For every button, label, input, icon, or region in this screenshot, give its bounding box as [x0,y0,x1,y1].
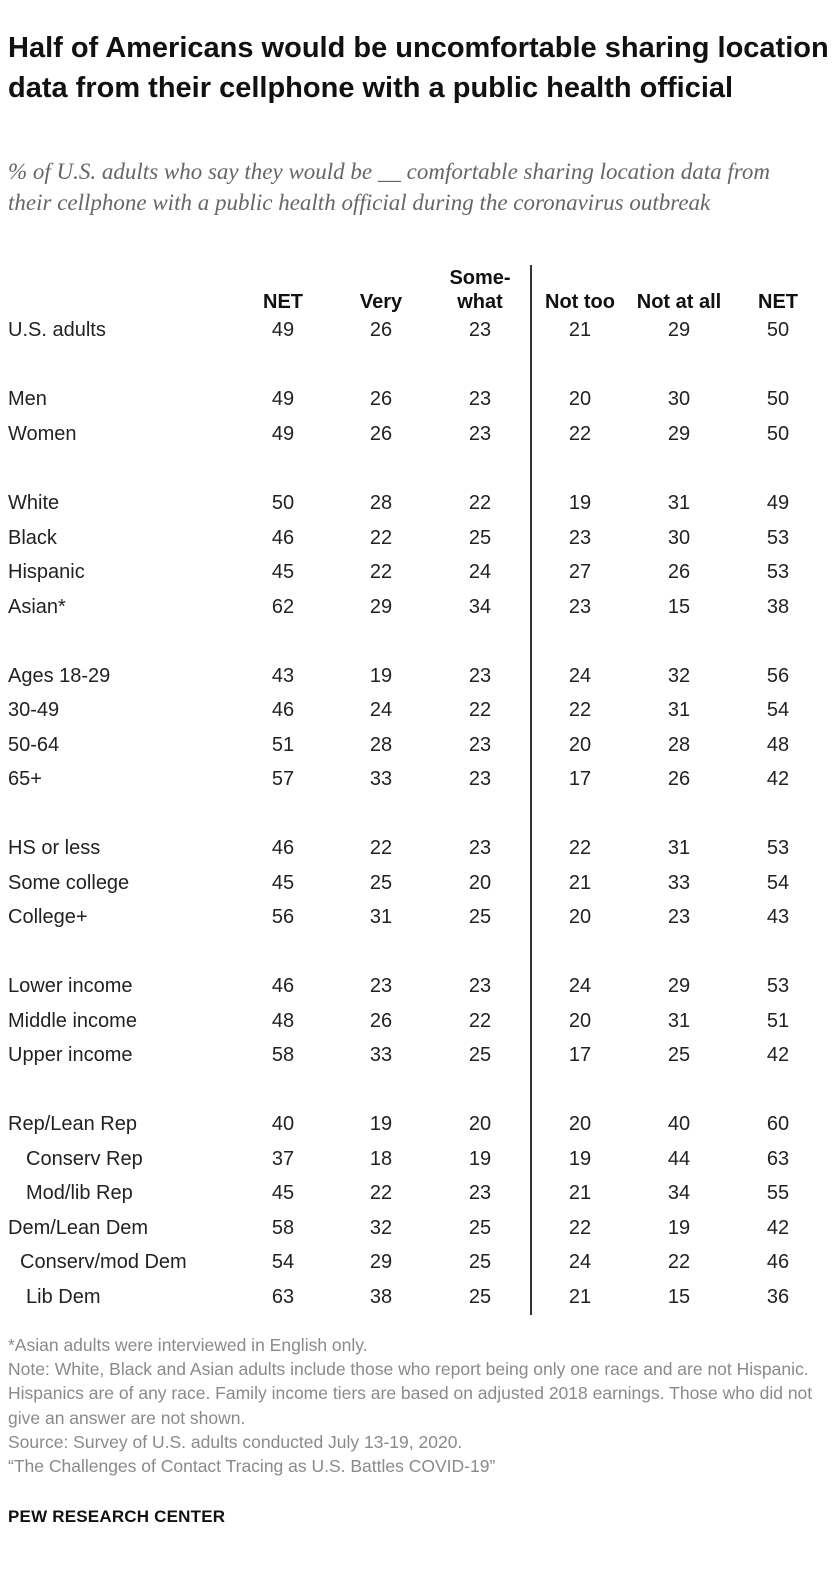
table-cell: 60 [766,1113,790,1135]
table-cell: 23 [369,975,393,997]
table-cell: 43 [766,906,790,928]
column-header-5 [723,290,833,314]
row-label: U.S. adults [8,319,106,341]
table-cell: 26 [667,768,691,790]
table-cell: 28 [667,734,691,756]
table-cell: 24 [468,561,492,583]
table-cell: 33 [369,1044,393,1066]
table-cell: 25 [667,1044,691,1066]
table-cell: 33 [369,768,393,790]
table-cell: 29 [667,975,691,997]
table-cell: 22 [568,1217,592,1239]
table-cell: 25 [468,1217,492,1239]
table-cell: 46 [271,837,295,859]
table-cell: 23 [568,596,592,618]
table-cell: 63 [766,1148,790,1170]
table-cell: 44 [667,1148,691,1170]
table-cell: 21 [568,319,592,341]
table-cell: 37 [271,1148,295,1170]
row-label: College+ [8,906,88,928]
table-cell: 50 [766,423,790,445]
table-cell: 54 [766,872,790,894]
table-cell: 53 [766,975,790,997]
row-label: Dem/Lean Dem [8,1217,149,1239]
table-cell: 42 [766,1044,790,1066]
table-cell: 24 [568,665,592,687]
row-label: Middle income [8,1010,137,1032]
row-label: Conserv Rep [26,1148,143,1170]
row-label: 50-64 [8,734,60,756]
row-label: Black [8,527,57,549]
table-cell: 25 [468,527,492,549]
table-cell: 20 [568,388,592,410]
table-cell: 17 [568,1044,592,1066]
column-header-2 [425,266,535,314]
row-label: Hispanic [8,561,85,583]
table-cell: 19 [568,492,592,514]
row-label: Ages 18-29 [8,665,111,687]
table-cell: 31 [667,492,691,514]
table-cell: 46 [271,699,295,721]
table-cell: 23 [468,388,492,410]
table-cell: 40 [271,1113,295,1135]
table-cell: 49 [271,319,295,341]
table-cell: 49 [271,423,295,445]
table-cell: 28 [369,734,393,756]
row-label: 65+ [8,768,42,790]
table-cell: 29 [369,1251,393,1273]
table-cell: 29 [369,596,393,618]
table-cell: 22 [468,699,492,721]
table-cell: 50 [271,492,295,514]
column-header-0 [228,290,338,314]
table-cell: 22 [369,561,393,583]
column-header-label-2: what [457,291,503,313]
table-cell: 51 [271,734,295,756]
table-cell: 23 [468,837,492,859]
table-cell: 23 [667,906,691,928]
table-cell: 54 [766,699,790,721]
table-cell: 43 [271,665,295,687]
table-cell: 53 [766,527,790,549]
table-cell: 21 [568,872,592,894]
table-cell: 15 [667,596,691,618]
table-cell: 31 [369,906,393,928]
notes-block [8,1333,823,1478]
table-cell: 26 [369,319,393,341]
column-header-1 [326,290,436,314]
table-cell: 25 [468,1286,492,1308]
table-cell: 49 [766,492,790,514]
table-cell: 23 [468,665,492,687]
table-cell: 31 [667,837,691,859]
row-label: Women [8,423,77,445]
table-cell: 18 [369,1148,393,1170]
table-cell: 20 [568,906,592,928]
table-cell: 38 [369,1286,393,1308]
table-cell: 48 [766,734,790,756]
table-cell: 34 [667,1182,691,1204]
table-cell: 23 [468,768,492,790]
table-cell: 53 [766,837,790,859]
table-cell: 50 [766,388,790,410]
table-cell: 32 [369,1217,393,1239]
table-cell: 29 [667,319,691,341]
table-cell: 20 [468,1113,492,1135]
column-header-label-1: Very [359,291,403,313]
table-cell: 46 [271,527,295,549]
table-cell: 15 [667,1286,691,1308]
table-cell: 20 [568,734,592,756]
table-cell: 23 [468,975,492,997]
table-cell: 30 [667,388,691,410]
row-label: Lib Dem [26,1286,101,1308]
column-header-label-3: Not too [545,291,615,313]
table-cell: 33 [667,872,691,894]
table-cell: 26 [667,561,691,583]
table-cell: 27 [568,561,592,583]
table-cell: 24 [568,975,592,997]
table-cell: 34 [468,596,492,618]
table-cell: 24 [369,699,393,721]
table-cell: 25 [468,1251,492,1273]
table-cell: 45 [271,872,295,894]
table-cell: 23 [468,1182,492,1204]
table-cell: 19 [667,1217,691,1239]
table-cell: 21 [568,1182,592,1204]
table-cell: 25 [369,872,393,894]
column-header-3 [525,290,635,314]
table-cell: 22 [568,423,592,445]
table-cell: 63 [271,1286,295,1308]
column-header-4 [624,290,734,314]
table-cell: 22 [369,1182,393,1204]
table-cell: 22 [568,837,592,859]
table-cell: 58 [271,1217,295,1239]
table-cell: 36 [766,1286,790,1308]
row-label: White [8,492,60,514]
table-cell: 56 [271,906,295,928]
table-cell: 55 [766,1182,790,1204]
note-text: Note: White, Black and Asian adults include those who report being only one race and are not Hispanic. Hispanics are of any race. Family income tiers are based on adjusted 2018 earnings. Those who did not give an answer are not shown. [8,1359,813,1428]
source-text: Source: Survey of U.S. adults conducted July 13-19, 2020. [8,1431,463,1452]
row-label: 30-49 [8,699,60,721]
column-header-top-2: Some- [449,267,511,289]
table-cell: 54 [271,1251,295,1273]
row-label: Upper income [8,1044,133,1066]
table-cell: 19 [468,1148,492,1170]
table-cell: 20 [468,872,492,894]
row-label: Men [8,388,47,410]
chart-subtitle: % of U.S. adults who say they would be __ comfortable sharing location data from their cellphone with a public health official during the coronavirus outbreak [8,159,770,215]
table-cell: 22 [369,527,393,549]
table-cell: 22 [369,837,393,859]
table-cell: 23 [468,734,492,756]
table-cell: 20 [568,1010,592,1032]
row-label: Asian* [8,596,66,618]
table-cell: 19 [568,1148,592,1170]
table-cell: 30 [667,527,691,549]
table-cell: 25 [468,1044,492,1066]
table-cell: 25 [468,906,492,928]
table-cell: 23 [468,423,492,445]
table-cell: 46 [766,1251,790,1273]
table-cell: 22 [667,1251,691,1273]
table-cell: 42 [766,768,790,790]
table-cell: 45 [271,561,295,583]
table-cell: 62 [271,596,295,618]
table-cell: 20 [568,1113,592,1135]
row-label: Rep/Lean Rep [8,1113,137,1135]
table-cell: 19 [369,1113,393,1135]
table-cell: 58 [271,1044,295,1066]
table-cell: 19 [369,665,393,687]
row-label: Some college [8,872,130,894]
table-cell: 57 [271,768,295,790]
chart-title: Half of Americans would be uncomfortable sharing location data from their cellphone with a public health official [8,32,829,104]
table-cell: 48 [271,1010,295,1032]
column-header-label-0: NET [263,291,303,313]
table-cell: 50 [766,319,790,341]
table-cell: 23 [568,527,592,549]
table-cell: 40 [667,1113,691,1135]
table-cell: 21 [568,1286,592,1308]
report-title: “The Challenges of Contact Tracing as U.S. Battles COVID-19” [8,1456,496,1477]
row-label: Mod/lib Rep [26,1182,133,1204]
table-cell: 56 [766,665,790,687]
table-cell: 28 [369,492,393,514]
table-cell: 49 [271,388,295,410]
table-cell: 22 [568,699,592,721]
table-cell: 31 [667,1010,691,1032]
table-cell: 51 [766,1010,790,1032]
row-label: Lower income [8,975,133,997]
table-cell: 22 [468,492,492,514]
table-cell: 31 [667,699,691,721]
table-cell: 22 [468,1010,492,1032]
row-label: Conserv/mod Dem [20,1251,187,1273]
brand-footer: PEW RESEARCH CENTER [8,1507,226,1526]
table-cell: 26 [369,388,393,410]
table-cell: 46 [271,975,295,997]
table-cell: 32 [667,665,691,687]
table-cell: 45 [271,1182,295,1204]
table-cell: 26 [369,1010,393,1032]
table-cell: 26 [369,423,393,445]
table-cell: 17 [568,768,592,790]
column-divider [530,265,532,1315]
footnote-asian: *Asian adults were interviewed in English only. [8,1335,368,1355]
table-cell: 23 [468,319,492,341]
table-cell: 24 [568,1251,592,1273]
table-cell: 42 [766,1217,790,1239]
table-cell: 29 [667,423,691,445]
table-cell: 53 [766,561,790,583]
table-cell: 38 [766,596,790,618]
column-header-label-4: Not at all [636,291,722,313]
column-header-label-5: NET [758,291,798,313]
row-label: HS or less [8,837,101,859]
